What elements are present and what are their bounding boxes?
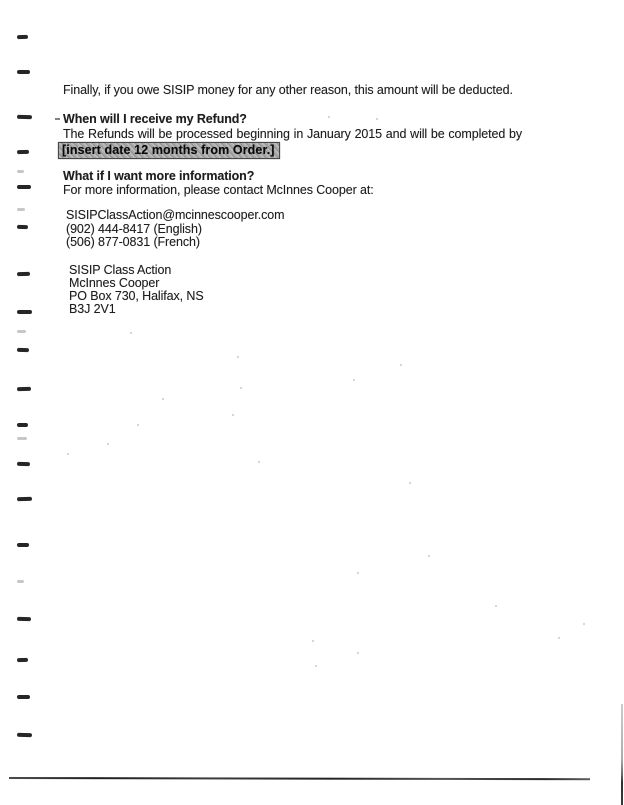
scan-noise-speck [162,398,164,400]
scan-noise-speck [107,443,109,445]
contact-block [66,209,522,250]
scan-binding-mark [17,272,30,276]
scan-binding-mark [17,658,28,662]
scan-binding-mark [17,387,31,391]
scan-noise-speck [558,637,560,639]
scan-binding-mark [17,185,31,189]
scan-binding-mark-faint [17,208,25,211]
scan-noise-speck [137,424,139,426]
scan-binding-mark [17,115,32,119]
scan-noise-speck [357,572,359,574]
heading-when-refund-text: When will I receive my Refund? [63,112,247,126]
scan-noise-speck [495,605,497,607]
paragraph-refund-schedule: The Refunds will be processed beginning in January 2015 and will be completed by [63,127,522,141]
scan-binding-mark-faint [17,330,26,333]
scan-binding-mark [17,348,29,352]
scan-noise-speck [353,379,355,381]
contact-email: SISIPClassAction@mcinnescooper.com [66,208,285,222]
contact-phone-french: (506) 877-0831 (French) [66,235,200,250]
scan-noise-speck [315,665,317,667]
scan-noise-speck [400,364,402,366]
scan-binding-mark [17,35,28,39]
scan-noise-speck [409,482,411,484]
scan-noise-speck [232,414,234,416]
scan-binding-mark [17,70,30,74]
heading-when-refund [63,112,522,126]
document-text-block [63,83,522,316]
scan-noise-speck [67,453,69,455]
scan-noise-speck [237,356,239,358]
scan-noise-speck [428,555,430,557]
scan-noise-speck [583,623,585,625]
scan-binding-mark [17,150,29,154]
scan-binding-mark [17,543,29,547]
scan-noise-dash [55,118,60,120]
scan-noise-speck [130,332,132,334]
scan-noise-speck [312,640,314,642]
scan-binding-mark-faint [17,170,24,173]
page-bottom-edge-line [9,777,590,780]
page-right-edge-line [621,704,623,805]
address-firm: McInnes Cooper [69,276,160,291]
scan-noise-speck [357,652,359,654]
scan-binding-mark [17,423,28,427]
address-postal-code: B3J 2V1 [69,302,116,317]
heading-more-information [63,169,522,183]
contact-phone-english: (902) 444-8417 (English) [66,221,202,236]
insert-date-placeholder: [insert date 12 months from Order.] [58,142,280,159]
heading-more-information-text: What if I want more information? [63,169,255,183]
scan-binding-mark [17,733,32,737]
scan-binding-mark [17,617,31,621]
scan-binding-mark [17,310,32,314]
scan-binding-mark-faint [17,437,27,440]
scan-binding-mark [17,497,32,501]
paragraph-finally: Finally, if you owe SISIP money for any other reason, this amount will be deducted. [63,83,513,97]
scan-noise-speck [240,387,242,389]
scan-binding-mark [17,695,30,699]
address-pobox: PO Box 730, Halifax, NS [69,289,204,304]
scan-binding-mark [17,462,30,466]
scan-binding-mark [17,225,28,229]
scan-binding-mark-faint [17,580,24,583]
address-org: SISIP Class Action [69,263,172,278]
insert-date-placeholder-row [63,141,522,159]
mailing-address-block [69,264,522,316]
scan-noise-speck [258,461,260,463]
paragraph-contact-intro: For more information, please contact McInnes Cooper at: [63,183,374,197]
